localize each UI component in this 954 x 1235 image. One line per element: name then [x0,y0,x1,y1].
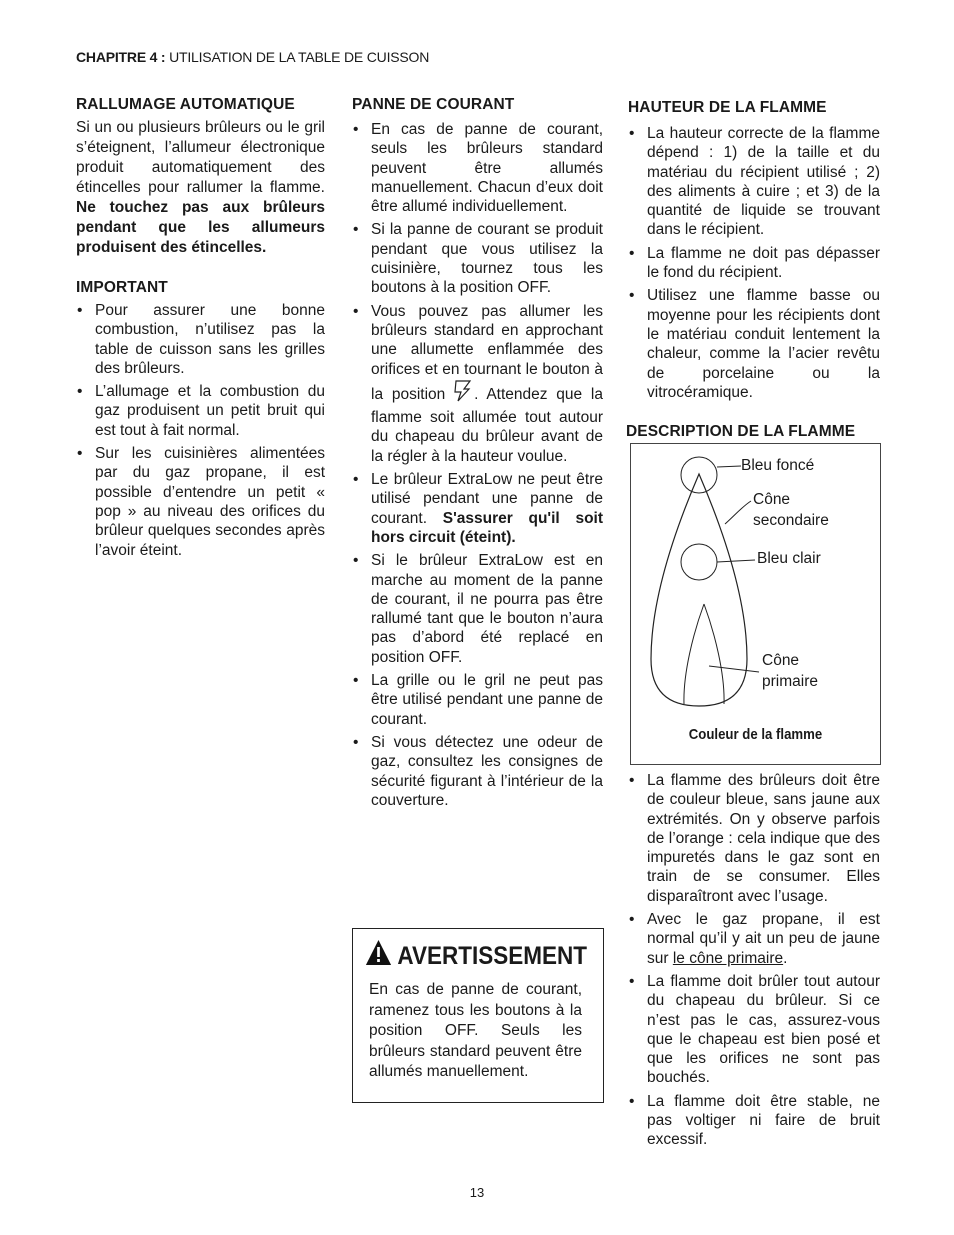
list-item-text: . [783,949,788,967]
list-item-bold: S'assurer qu'il soit hors circuit (éteint). [371,509,603,546]
list-item: • Si vous détectez une odeur de gaz, consultez les consignes de sécurité figurant à l’intérieur de la couverture. [352,733,603,810]
list-item [352,470,603,547]
list-item: • Utilisez une flamme basse ou moyenne pour les récipients dont le matériau conduit lentement la chaleur, comme la l’acier revêtu de porcelaine ou la vitrocéramique. [628,286,880,402]
label-cone-secondaire-2: secondaire [753,512,829,529]
column-right [628,96,880,445]
page-number: 13 [469,1185,485,1200]
section-heading-hauteur: HAUTEUR DE LA FLAMME [628,99,827,116]
warning-box [352,928,604,1103]
list-item: • La flamme doit être stable, ne pas voltiger ni faire de bruit excessif. [628,1092,880,1150]
chapter-label: CHAPITRE 4 : [76,49,166,65]
label-cone-primaire-1: Cône [762,652,800,669]
rallumage-paragraph [76,118,325,258]
warning-triangle-icon [365,939,392,973]
chapter-title: UTILISATION DE LA TABLE DE CUISSON [165,49,430,65]
list-item: • Pour assurer une bonne combustion, n’utilisez pas la table de cuisson sans les grilles des brûleurs. [76,301,325,378]
list-item: • La flamme doit brûler tout autour du chapeau du brûleur. Si ce n’est pas le cas, assurez-vous que le chapeau est bien posé et que les orifices ne sont pas bouchés. [628,972,880,1088]
section-heading-rallumage: RALLUMAGE AUTOMATIQUE [76,96,295,113]
list-item [628,910,880,968]
hauteur-list [628,124,880,402]
label-bleu-clair: Bleu clair [757,550,821,567]
page-header [76,49,429,65]
list-item: • Si la panne de courant se produit pendant que vous utilisez la cuisinière, tournez tous les boutons à la position OFF. [352,220,603,297]
description-list [628,771,880,1150]
label-cone-secondaire-1: Cône [753,491,791,508]
list-item-text: Le brûleur ExtraLow ne peut être utilisé pendant une panne de courant. [371,471,603,527]
list-item: • Sur les cuisinières alimentées par du gaz propane, il est possible d’entendre un petit « pop » au niveau des orifices du brûleur quelques secondes après l’avoir éteint. [76,444,325,560]
list-item: • La flamme des brûleurs doit être de couleur bleue, sans jaune aux extrémités. On y observe parfois de l’orange : cela indique que des impuretés dans le gaz sont en train de se consumer. Elles disparaîtront avec l’usage. [628,771,880,906]
label-bleu-fonce: Bleu foncé [741,457,815,474]
list-item: • Si le brûleur ExtraLow est en marche au moment de la panne de courant, il ne pourra pas être rallumé tant que le bouton n’aura pas d’abord été replacé en position OFF. [352,551,603,667]
warning-text: En cas de panne de courant, ramenez tous les boutons à la position OFF. Seuls les brûleurs standard peuvent être allumés manuellement. [369,981,582,1080]
list-item: • L’allumage et la combustion du gaz produisent un petit bruit qui est tout à fait normal. [76,382,325,440]
underlined-term: le cône primaire [672,949,784,967]
flame-notes [628,771,880,1154]
ignite-position-icon [452,379,474,408]
section-heading-panne: PANNE DE COURANT [352,96,515,113]
list-item [352,302,603,466]
list-item: • En cas de panne de courant, seuls les brûleurs standard peuvent être allumés manuellement. Chacun d’eux doit être allumé individuellement. [352,120,603,216]
warning-title [365,939,587,973]
section-heading-important: IMPORTANT [76,279,168,296]
column-left [76,96,325,564]
figure-caption: Couleur de la flamme [688,726,823,743]
flame-figure [630,443,881,765]
list-item-text: Vous pouvez pas allumer les brûleurs standard en approchant une allumette enflammée des orifices et en tournant le bouton à la position [371,302,603,403]
list-item-text: . Attendez que la flamme soit allumée tout autour du chapeau du brûleur avant de la régler à la hauteur voulue. [371,385,603,465]
list-item-text: Avec le gaz propane, il est normal qu’il y ait un peu de jaune sur [647,911,880,967]
rallumage-text: Si un ou plusieurs brûleurs ou le gril s’éteignent, l’allumeur électronique produit automatiquement des étincelles pour rallumer la flamme. [76,119,325,196]
label-cone-primaire-2: primaire [762,673,818,690]
warning-title-text: AVERTISSEMENT [397,941,588,970]
rallumage-warning: Ne touchez pas aux brûleurs pendant que les allumeurs produisent des étincelles. [76,199,325,256]
list-item: • La flamme ne doit pas dépasser le fond du récipient. [628,244,880,283]
section-heading-description: DESCRIPTION DE LA FLAMME [626,423,856,441]
panne-list [352,120,603,810]
important-list [76,301,325,560]
column-middle [352,96,603,814]
list-item: • La grille ou le gril ne peut pas être utilisé pendant une panne de courant. [352,671,603,729]
list-item: • La hauteur correcte de la flamme dépend : 1) de la taille et du matériau du récipient utilisé ; 2) des aliments à cuire ; et 3) de la quantité de liquide se trouvant dans le récipient. [628,124,880,240]
